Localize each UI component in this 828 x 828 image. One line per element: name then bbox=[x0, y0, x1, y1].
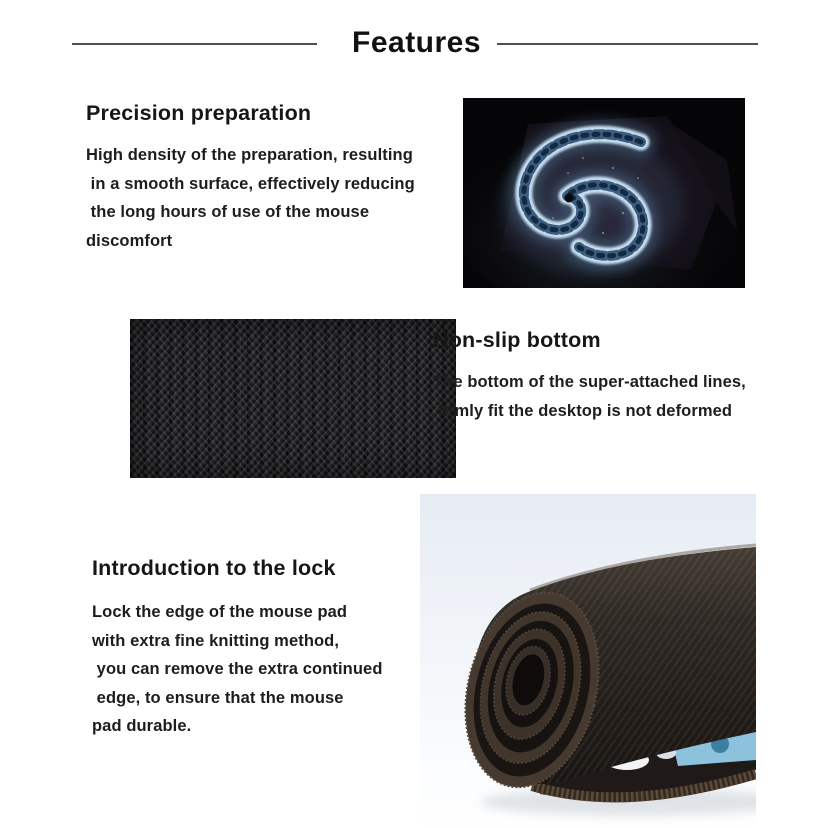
glow-photo-illustration bbox=[463, 98, 745, 288]
feature-body-line: firmly fit the desktop is not deformed bbox=[433, 401, 733, 420]
feature-body-line: the long hours of use of the mouse bbox=[86, 203, 370, 221]
feature-heading: Precision preparation bbox=[86, 101, 312, 125]
feature-section-precision bbox=[86, 101, 415, 255]
feature-body-line: The bottom of the super-attached lines, bbox=[433, 373, 746, 391]
feature-heading: Non-slip bottom bbox=[433, 328, 601, 352]
feature-body-line: discomfort bbox=[86, 231, 173, 250]
feature-body-line: you can remove the extra continued bbox=[92, 660, 383, 678]
feature-body-line: with extra fine knitting method, bbox=[92, 631, 340, 650]
feature-section-non-slip bbox=[433, 328, 746, 425]
rolled-mouse-pad-photo bbox=[420, 494, 756, 828]
feature-section-lock-edge bbox=[92, 556, 383, 741]
feature-heading: Introduction to the lock bbox=[92, 556, 336, 580]
feature-body-line: edge, to ensure that the mouse bbox=[92, 688, 344, 707]
rolled-pad-illustration bbox=[420, 494, 756, 828]
feature-body-line: Lock the edge of the mouse pad bbox=[92, 603, 348, 621]
divider-line-right bbox=[497, 43, 758, 45]
feature-body-line: High density of the preparation, resulting bbox=[86, 146, 413, 164]
divider-line-left bbox=[72, 43, 317, 45]
mouse-pad-glow-photo bbox=[463, 98, 745, 288]
page-title: Features bbox=[352, 26, 482, 59]
non-slip-texture-photo bbox=[130, 319, 456, 478]
feature-body-line: pad durable. bbox=[92, 717, 192, 735]
feature-body-line: in a smooth surface, effectively reducing bbox=[86, 174, 415, 193]
